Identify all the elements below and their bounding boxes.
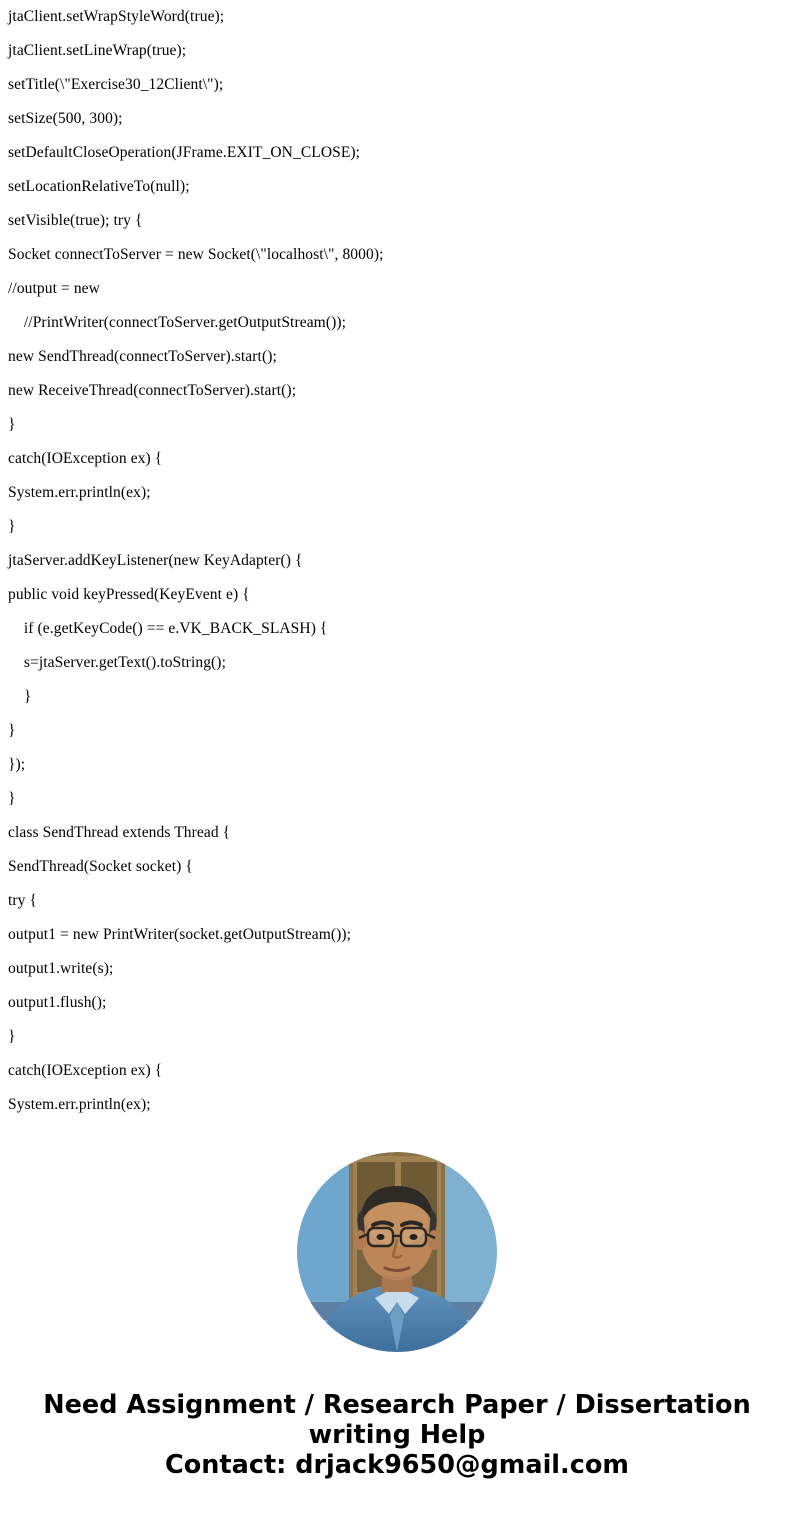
- code-line: setTitle(\"Exercise30_12Client\");: [8, 76, 224, 93]
- code-line: class SendThread extends Thread {: [8, 824, 231, 841]
- code-line: catch(IOException ex) {: [8, 450, 163, 467]
- code-line: setVisible(true); try {: [8, 212, 143, 229]
- code-line: }: [8, 1028, 16, 1045]
- code-line: //output = new: [8, 280, 100, 297]
- code-line: output1.flush();: [8, 994, 107, 1011]
- code-line: catch(IOException ex) {: [8, 1062, 163, 1079]
- code-line: s=jtaServer.getText().toString();: [8, 654, 226, 671]
- code-line: SendThread(Socket socket) {: [8, 858, 193, 875]
- promo-contact: Contact: drjack9650@gmail.com: [165, 1450, 629, 1480]
- code-line: });: [8, 756, 26, 773]
- code-line: try {: [8, 892, 38, 909]
- code-line: public void keyPressed(KeyEvent e) {: [8, 586, 250, 603]
- code-line: setLocationRelativeTo(null);: [8, 178, 190, 195]
- code-line: setDefaultCloseOperation(JFrame.EXIT_ON_CLOSE);: [8, 144, 361, 161]
- code-line: Socket connectToServer = new Socket(\"localhost\", 8000);: [8, 246, 384, 263]
- code-line: System.err.println(ex);: [8, 484, 151, 501]
- code-line: //PrintWriter(connectToServer.getOutputStream());: [8, 314, 347, 331]
- code-line: jtaClient.setWrapStyleWord(true);: [8, 8, 225, 25]
- code-line: }: [8, 722, 16, 739]
- promo-banner: [0, 1152, 794, 1480]
- promo-headline-line-1: Need Assignment / Research Paper / Dissertation: [43, 1390, 751, 1420]
- code-line: setSize(500, 300);: [8, 110, 123, 127]
- profile-photo: [297, 1152, 497, 1352]
- code-line: new SendThread(connectToServer).start();: [8, 348, 277, 365]
- code-line: output1.write(s);: [8, 960, 114, 977]
- code-line: }: [8, 518, 16, 535]
- promo-headline: [0, 1390, 794, 1480]
- promo-headline-line-2: writing Help: [308, 1420, 486, 1450]
- code-line: }: [8, 790, 16, 807]
- code-line: new ReceiveThread(connectToServer).start();: [8, 382, 297, 399]
- code-line: }: [8, 416, 16, 433]
- code-line: System.err.println(ex);: [8, 1096, 151, 1113]
- code-line: if (e.getKeyCode() == e.VK_BACK_SLASH) {: [8, 620, 328, 637]
- code-line: output1 = new PrintWriter(socket.getOutputStream());: [8, 926, 352, 943]
- code-line: jtaServer.addKeyListener(new KeyAdapter() {: [8, 552, 303, 569]
- code-line: }: [8, 688, 32, 705]
- code-line: jtaClient.setLineWrap(true);: [8, 42, 187, 59]
